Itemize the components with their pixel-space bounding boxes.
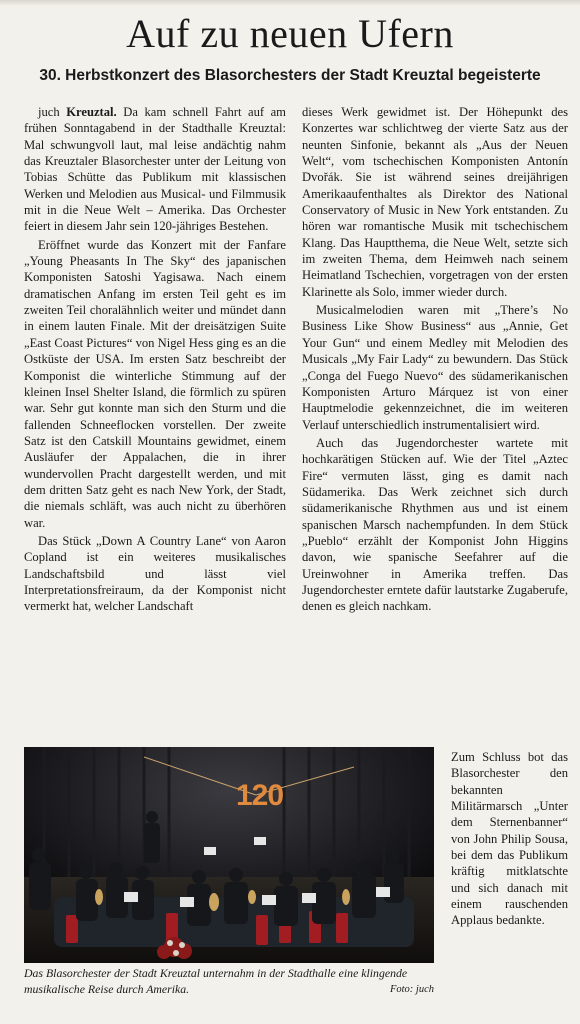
article-paragraph: Das Stück „Down A Country Lane“ von Aaron Copland ist ein weiteres musikalisches Landschaftsbild und lässt viel Interpretationsfreiraum, da der Komponist nicht vermerkt hat, welcher Landschaft	[24, 533, 286, 614]
photo-credit: Foto: juch	[389, 983, 434, 995]
subheadline: 30. Herbstkonzert des Blasorchesters der Stadt Kreuztal begeisterte	[39, 67, 541, 84]
article-paragraph: Zum Schluss bot das Blasorchester den bekannten Militärmarsch „Unter dem Sternenbanner“ von John Philip Sousa, bei dem das Publikum kräftig mitklatschte und sich danach mit einem rauschenden Applaus bedankte.	[451, 750, 568, 928]
article-column-narrow	[451, 749, 568, 929]
banner-number: 120	[236, 779, 284, 812]
article-paragraph: Auch das Jugendorchester wartete mit hochkarätigen Stücken auf. Wie der Titel „Aztec Fire“ vermuten lässt, ging es damit nach Südamerika. Das Werk zeichnet sich durch südamerikanische Rhythmen aus und ist einem spanischen Marsch nachempfunden. In dem Stück „Pueblo“ erzählt der Komponist John Higgins davon, wie spanische Seefahrer auf die Ureinwohner in Amerika treffen. Das Jugendorchester erntete dafür lautstarke Zugaberufe, denen es gleich nachkam.	[302, 435, 568, 614]
article-paragraph: Eröffnet wurde das Konzert mit der Fanfare „Young Pheasants In The Sky“ des japanischen Komponisten Satoshi Yagisawa. Nach einem dramatischen Anfang im ersten Teil geht es im zweiten Teil choralähnlich weiter und mündet dann in einem lauten Finale. Mit der dreisätzigen Suite „East Coast Pictures“ von Nigel Hess ging es an die Ostküste der USA. Im ersten Satz beschreibt der Komponist die winterliche Stimmung auf der kleinen Insel Shelter Island, die förmlich zu spüren war. Sehr gut konnte man sich den Sturm und die fallenden Schneeflocken vorstellen. Der zweite Satz ist den Catskill Mountains gewidmet, einem Ausläufer der Appalachen, die in ihrer wundervollen Pracht dargestellt werden, und mit dem dritten Satz geht es nach New York, der Stadt, die niemals schläft, was auch nicht zu überhören war.	[24, 237, 286, 530]
article-paragraph: dieses Werk gewidmet ist. Der Höhepunkt des Konzertes war schlichtweg der vierte Satz aus der neunten Sinfonie, bekannt als „Aus der Neuen Welt“, vom tschechischen Komponisten Antonín Dvořák. Sie ist während seines dreijährigen Amerikaaufenthaltes als Direktor des National Conservatory of Music in New York entstanden. Zu hören war romantische Musik mit tschechischem Klang. Das Hauptthema, die Neue Welt, setzte sich im zweiten Thema, dem Heimweh nach seinem Heimatland Tschechien, vorgetragen von der ersten Klarinette als Solo, immer wieder durch.	[302, 105, 568, 299]
orchestra-photo-image	[24, 747, 434, 963]
author-initials: juch	[38, 105, 60, 119]
page-edge	[0, 0, 580, 6]
article-column-right	[302, 104, 568, 615]
paragraph-text: Da kam schnell Fahrt auf am frühen Sonntagabend in der Stadthalle Kreuztal: Mal schwungvoll laut, mal leise andächtig nahm das Kreuztaler Blasorchester unter der Leitung von Tobias Schütte das Publikum mit klassischen Werken und Melodien aus Musical- und Filmmusik mit in die Neue Welt – Amerika. Das Orchester feiert in diesem Jahr sein 120-jähriges Bestehen.	[24, 105, 286, 234]
concert-photo	[24, 747, 434, 963]
caption-text: Das Blasorchester der Stadt Kreuztal unternahm in der Stadthalle eine klingende musikalische Reise durch Amerika.	[24, 966, 408, 996]
article-paragraph: Musicalmelodien waren mit „There’s No Business Like Show Business“ aus „Annie, Get Your Gun“ und einem Medley mit Melodien des Musicals „My Fair Lady“ zu bewundern. Das Stück „Conga del Fuego Nuevo“ des südamerikanischen Komponisten Arturo Márquez ist von einer Hauptmelodie gekennzeichnet, die im weiteren Verlauf unterschiedlich instrumentalisiert wird.	[302, 303, 568, 432]
photo-caption	[24, 966, 434, 997]
article-column-left	[24, 104, 286, 615]
dateline: Kreuztal.	[66, 105, 117, 119]
headline: Auf zu neuen Ufern	[126, 11, 454, 56]
article-paragraph	[24, 104, 286, 235]
